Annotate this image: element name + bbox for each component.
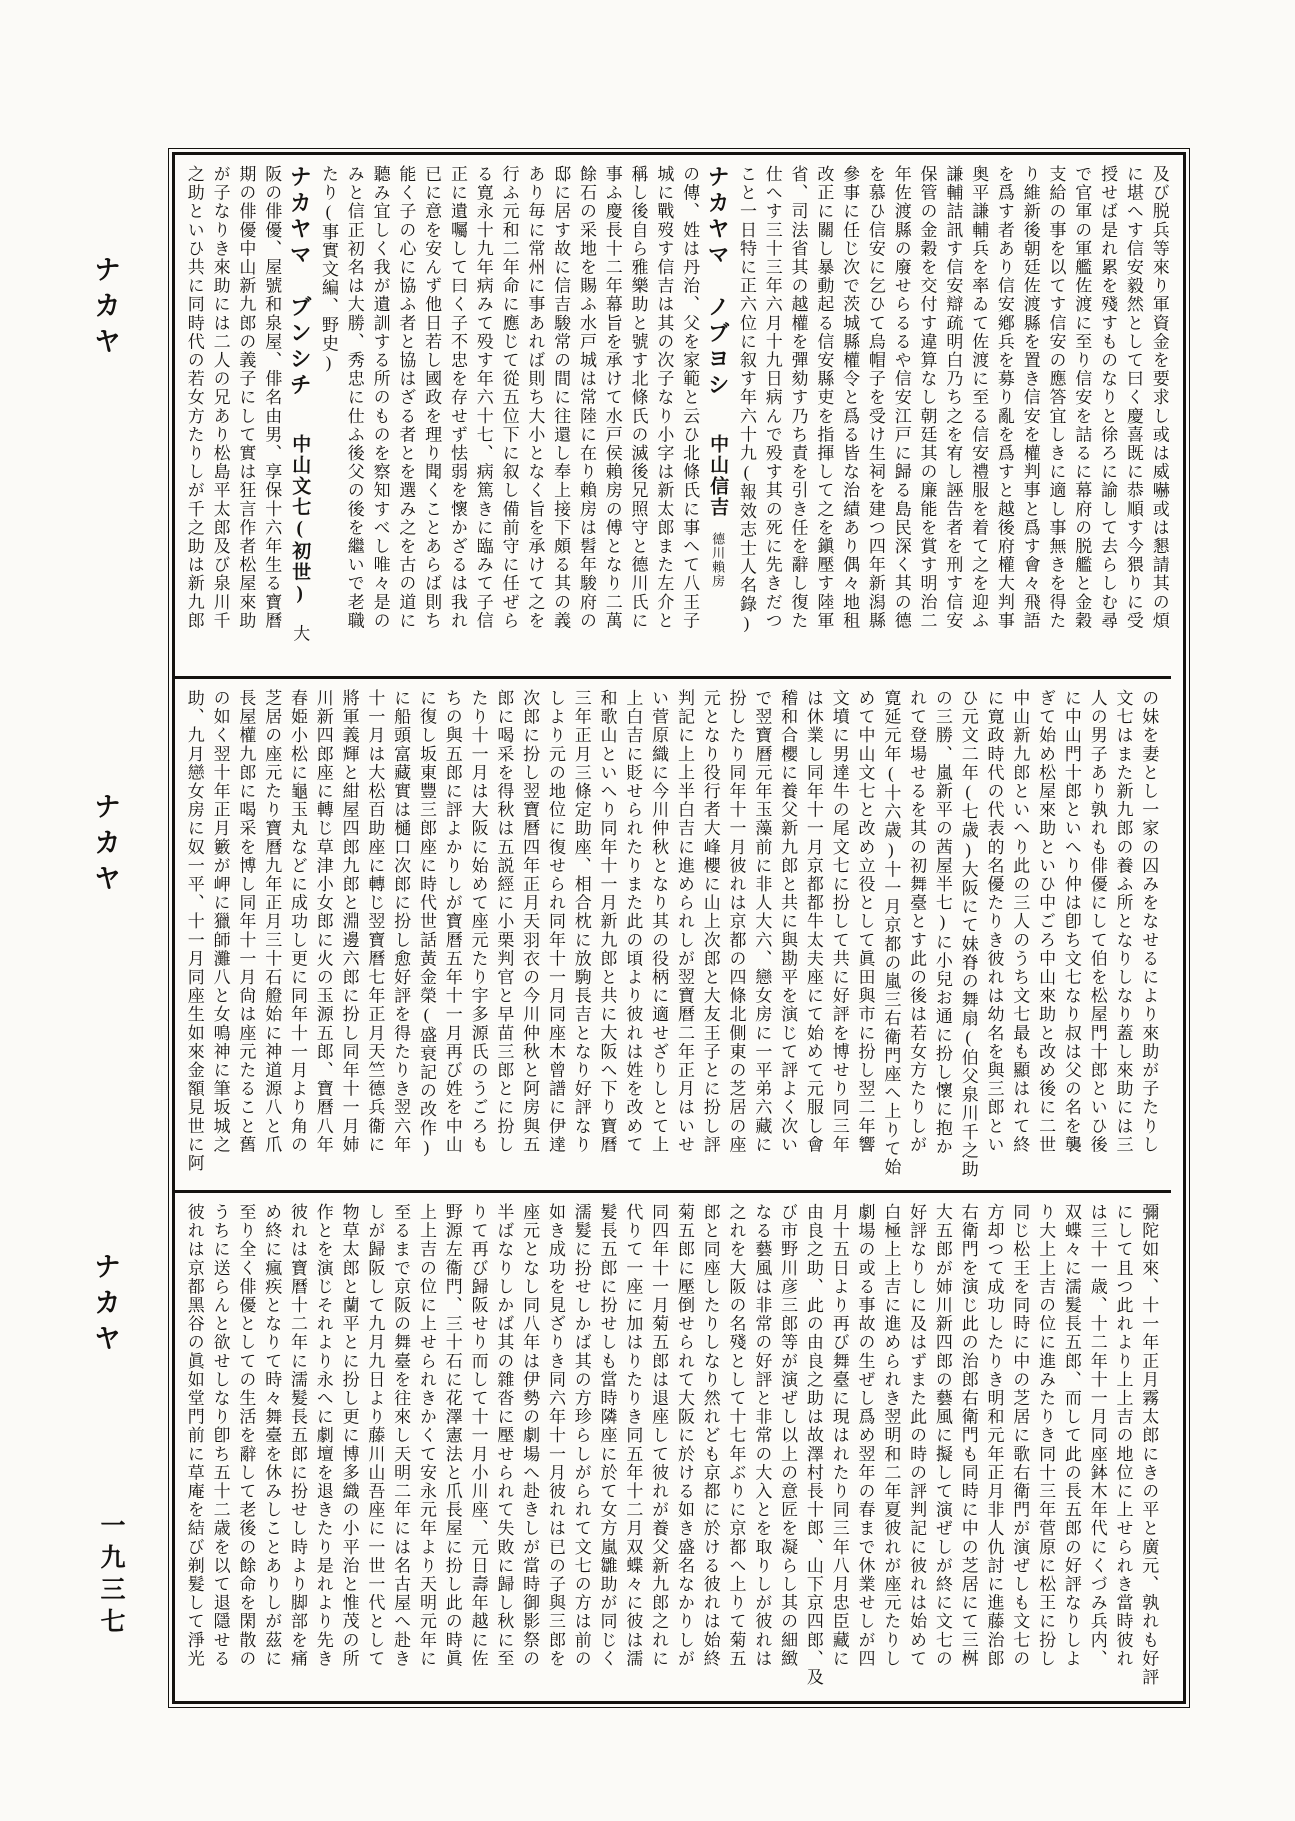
text-column: め終に瘋疾となりて時々舞臺を休みしことありしが茲に — [262, 1203, 282, 1668]
text-column: 好評なりしに及はずまた此の時の評判記に彼れは始めて — [907, 1203, 927, 1668]
text-column: び市野川彦三郎等が演ぜし以上の意匠を凝らし其の細緻 — [778, 1203, 798, 1668]
text-column: で官軍の軍艦佐渡に至り信安を詰るに幕府の脱艦と金穀 — [1072, 165, 1092, 630]
text-column: しが歸阪して九月九日より藤川山吾座に一世一代として — [365, 1203, 385, 1668]
text-column: 行ふ元和二年命に應じて從五位下に叙し備前守に任ぜら — [499, 165, 519, 630]
text-column: は三十一歳、十二年十一月同座鉢木年代にくづみ兵内、 — [1087, 1203, 1107, 1668]
text-column: 双蝶々に濡髮長五郎、而して此の長五郎の好評なりしよ — [1061, 1203, 1081, 1668]
entry-kana-reading: ナカヤマ ノブヨシ — [705, 165, 731, 399]
text-column: 保管の金穀を交付す違算なし朝廷其の廉能を賞す明治二 — [917, 165, 937, 630]
text-column: 長屋權九郎に喝采を博し同年十一月尙は座元たること舊 — [236, 689, 256, 1154]
text-column: の如く翌十年正月籔が岬に獵師灘八と女鳴神に筆坂城之 — [210, 689, 230, 1154]
text-column: 白極上上吉に進められき翌明和二年夏彼れが座元たりし — [881, 1203, 901, 1668]
text-column: 彼れは寶曆十二年に濡髮長五郎に扮せし時より脚部を痛 — [287, 1203, 307, 1668]
text-column: い菅原織に今川仲秋となり其の役柄に適せざりしとて上 — [649, 689, 669, 1154]
text-column: 判記に上上半白吉に進められしが翌寶曆二年正月はいせ — [674, 689, 694, 1154]
text-column: れて登場せるを其の初舞臺とす此の後は若女方たりしが — [907, 689, 927, 1154]
text-column: で翌寶曆元年玉藻前に非人大六、戀女房に一平弟六藏に — [752, 689, 772, 1154]
text-column: 上白吉に貶せられたりまた此の頃より彼れは姓を改めて — [623, 689, 643, 1154]
entry-heading-tail-text: 大 — [290, 606, 310, 644]
text-column: 文墳に男達牛の尾文七に扮して共に好評を博せり同三年 — [829, 689, 849, 1154]
text-column: 物草太郎と蘭平とに扮し更に博多織の小平治と惟茂の所 — [339, 1203, 359, 1668]
text-column: 正に遺囑して曰く子不忠を存せず怯弱を懷かざるは我れ — [447, 165, 467, 630]
text-column: 寛延元年(十六歳)十一月京都の嵐三右衛門座へ上りて始 — [881, 689, 901, 1177]
margin-tab-2: ナカヤ — [90, 792, 120, 900]
text-column: 川新四郎座に轉じ草津小女郎に火の玉源五郎、寶曆八年 — [313, 689, 333, 1154]
text-column: 彌陀如來、十一年正月霧太郎にきの平と廣元、孰れも好評 — [1139, 1203, 1159, 1687]
entry-kanji-name: 中山信吉 — [707, 413, 729, 518]
margin-tab-1: ナカヤ — [90, 255, 120, 363]
text-column: 授せば是れ累を殘すものなりと徐ろに諭して去らしむ尋 — [1098, 165, 1118, 630]
text-column: うちに送らんと欲せしなり卽ち五十二歳を以て退隱せる — [210, 1203, 230, 1668]
text-section-middle — [175, 676, 1171, 1190]
text-column: 上上吉の位に上せられきかくて安永元年より天明元年に — [416, 1203, 436, 1668]
text-column: 稱し後自ら雅樂助と號す北條氏の滅後兄照守と德川氏に — [628, 165, 648, 630]
entry-heading — [284, 165, 315, 668]
text-column: 邸に居す故に信吉駿常の間に往還し奉上接下頗る其の義 — [551, 165, 571, 630]
text-column: を爲す者あり信安鄕兵を募り亂を爲すと越後府權大判事 — [994, 165, 1014, 630]
text-column: に堪へす信安毅然として曰く慶喜既に恭順す今猥りに受 — [1123, 165, 1143, 630]
text-column: ひ元文二年(七歳)大阪にて妹脊の舞扇(伯父泉川千之助 — [958, 689, 978, 1179]
text-column: 由良之助、此の由良之助は故澤村長十郎、山下京四郎、及 — [803, 1203, 823, 1687]
text-column: たり(事實文編、野史) — [318, 165, 338, 374]
text-column: 彼れは京都黑谷の眞如堂門前に草庵を結び剃髮して淨光 — [184, 1203, 204, 1668]
text-column: 及び脱兵等來り軍資金を要求し或は威嚇或は懇請其の煩 — [1149, 165, 1169, 630]
text-column: 謙輔詰訊す信安辯疏明白乃ち之を宥し誣告者を刑す信安 — [943, 165, 963, 630]
text-column: 事ふ慶長十二年幕旨を承けて水戸侯賴房の傅となり二萬 — [602, 165, 622, 630]
text-column: 參事に任じ次で茨城縣權令と爲る皆な治績あり偶々地租 — [840, 165, 860, 630]
text-column: 人の男子あり孰れも俳優にして伯を松屋門十郎といひ後 — [1087, 689, 1107, 1154]
text-column: 能く子の心に協ふ者と協はざる者とを選み之を古の道に — [396, 165, 416, 630]
text-column: 方却つて成功したりき明和元年正月非人仇討に進藤治郎 — [984, 1203, 1004, 1668]
text-column: りて再び歸阪せり而して十一月小川座、元日壽年越に佐 — [468, 1203, 488, 1668]
text-column: 作とを演じそれより永へに劇壇を退きたり是れより先き — [313, 1203, 333, 1668]
entry-heading — [702, 165, 733, 668]
text-column: 郎に喝采を得秋は五説經に小栗判官と早苗三郎とに扮し — [494, 689, 514, 1154]
text-column: しより元の地位に復せられ同年十一月同座木曾譜に伊達 — [545, 689, 565, 1154]
text-column: に船頭富藏實は樋口次郎に扮し愈好評を得たりき翌六年 — [391, 689, 411, 1154]
text-column: る寛永十九年病みて殁す年六十七、病篤きに臨みて子信 — [473, 165, 493, 630]
text-column: 代りて一座に加はりたりき同五年十二月双蝶々に彼は濡 — [623, 1203, 643, 1668]
text-column: みと信正初名は大勝、秀忠に仕ふ後父の後を繼いで老職 — [344, 165, 364, 630]
text-column: 芝居の座元たり寶曆九年正月三十石艠始に神道源八と爪 — [262, 689, 282, 1154]
text-column: 助、九月戀女房に奴一平、十一月同座生如來金額見世に阿 — [184, 689, 204, 1173]
text-column: を慕ひ信安に乞ひて烏帽子を受け生祠を建つ四年新潟縣 — [865, 165, 885, 630]
entry-kana-reading: ナカヤマ ブンシチ — [287, 165, 313, 399]
text-column: 大五郎が姉川新四郎の藝風に擬して演ぜしが終に文七の — [932, 1203, 952, 1668]
text-column: 十一月は大松百助座に轉じ翌寶曆七年正月天竺德兵衞に — [365, 689, 385, 1154]
text-column: 右衛門を演じ此の治郎右衛門も同時に中の芝居にて三桝 — [958, 1203, 978, 1668]
text-column: 城に戰歿す信吉は其の次子なり小字は新太郎また左介と — [654, 165, 674, 630]
text-column: 將軍義輝と紺屋四郎九郎と淵邊六郎に扮し同年十一月姉 — [339, 689, 359, 1154]
text-column: めて中山文七と改め立役として眞田與市に扮し翌二年響 — [855, 689, 875, 1154]
text-column: ぎて始め松屋來助といひ中ごろ中山來助と改め後に二世 — [1036, 689, 1056, 1154]
text-section-top — [175, 155, 1182, 676]
text-column: 文七はまた新九郎の養ふ所となりしなり蓋し來助には三 — [1113, 689, 1133, 1154]
text-column: 已に意を安んず他日若し國政を理り聞くことあらば則ち — [422, 165, 442, 630]
text-column: の三勝、嵐新平の茜屋半七)に小兒お通に扮し懷に抱か — [932, 689, 952, 1156]
text-column: 期の俳優中山新九郎の義子にして實は狂言作者松屋來助 — [236, 165, 256, 630]
text-column: 髮長五郎に扮せしも當時隣座に於て女方嵐雛助が同じく — [597, 1203, 617, 1668]
text-column: 和歌山といへり同年十一月新九郎と共に大阪へ下り寶曆 — [597, 689, 617, 1154]
text-column: に復し坂東豐三郎座に時代世話黃金榮(盛衰記の改作) — [416, 689, 436, 1158]
text-column: 年佐渡縣の廢せらるるや信安江戸に歸る島民深く其の德 — [891, 165, 911, 630]
text-column: あり毎に常州に事あれば則ち大小となく旨を承けて之を — [525, 165, 545, 630]
text-column: たり十一月は大阪に始めて座元たり宇多源氏のうごろも — [468, 689, 488, 1154]
text-column: 濡髮に扮せしかば其の方珍らしがられて文七の方は前の — [571, 1203, 591, 1668]
text-column: 省、司法省其の越權を彈劾す乃ち責を引き任を辭し復た — [788, 165, 808, 630]
text-column: 郎と同座したりしなり然れども京都に於ける彼れは始終 — [700, 1203, 720, 1668]
text-column: 座元となし同八年は伊勢の劇場へ赴きしが當時御影祭の — [520, 1203, 540, 1668]
text-column: にして且つ此れより上上吉の地位に上せられき當時彼れ — [1113, 1203, 1133, 1668]
text-column: 劇場の或る事故の生ぜし爲め翌年の春まで休業せしが四 — [855, 1203, 875, 1668]
text-column: 月十五日より再び舞臺に現はれたり同三年八月忠臣藏に — [829, 1203, 849, 1668]
text-column: 扮したり同年十一月彼れは京都の四條北側東の芝居の座 — [726, 689, 746, 1154]
entry-kanji-name: 中山文七(初世) — [289, 413, 311, 606]
text-column: なる藝風は非常の好評と非常の大入とを取りしが彼れは — [752, 1203, 772, 1668]
text-column: 同四年十一月菊五郎は退座して彼れが養父新九郎之れに — [649, 1203, 669, 1668]
text-column: 仕へす三十三年六月十九日病んで殁す其の死に先きだつ — [762, 165, 782, 630]
text-column: 次郎に扮し翌寶曆四年正月天羽衣の今川仲秋と阿房與五 — [520, 689, 540, 1154]
text-column: ちの與五郎に評よかりしが寶曆五年十一月再び姓を中山 — [442, 689, 462, 1154]
text-column: 同じ松王を同時に中の芝居に歌右衛門が演ぜしも文七の — [1010, 1203, 1030, 1668]
text-column: 至るまで京阪の舞臺を往來し天明二年には名古屋へ赴き — [391, 1203, 411, 1668]
text-column: に寛政時代の代表的名優たりき彼れは幼名を與三郎とい — [984, 689, 1004, 1154]
text-column: 野源左衞門、三十石に花澤憲法と爪長屋に扮し此の時眞 — [442, 1203, 462, 1668]
text-column: 奥平謙輔兵を率ゐて佐渡に至る信安禮服を着て之を迎ふ — [969, 165, 989, 630]
text-column: 支給の事を以てす信安の應答宜しきに適し事無きを得た — [1046, 165, 1066, 630]
text-column: に中山門十郎といへり仲は卽ち文七なり叔は父の名を襲 — [1061, 689, 1081, 1154]
text-column: 改正に關し暴動起る信安縣吏を指揮して之を鎭壓す陸軍 — [814, 165, 834, 630]
text-column: り大上上吉の位に進みたりき同十三年菅原に松王に扮し — [1036, 1203, 1056, 1668]
text-column: 之れを大阪の名殘として十七年ぶりに京都へ上りて菊五 — [726, 1203, 746, 1668]
text-column: 之助といひ共に同時代の若女方たりしが千之助は新九郎 — [184, 165, 204, 630]
margin-tab-3: ナカヤ — [90, 1252, 120, 1360]
text-column: 餘石の采地を賜ふ水戸城は常陸に在り賴房は髫年駿府の — [576, 165, 596, 630]
text-column: 半ばなりしかば其の雜沓に壓せられて失敗に歸し秋に至 — [494, 1203, 514, 1668]
text-column: 稽和合櫻に養父新九郎と共に與勘平を演じて評よく次い — [778, 689, 798, 1154]
text-column: 中山新九郎といへり此の三人のうち文七最も顯はれて終 — [1010, 689, 1030, 1154]
text-column: の傳、姓は丹治、父を家範と云ひ北條氏に事へて八王子 — [680, 165, 700, 630]
text-column: 如き成功を見ざりき同六年十一月彼れは已の子與三郎を — [545, 1203, 565, 1668]
content-frame — [172, 152, 1186, 1704]
text-column: 三年正月三條定助座、相合枕に放駒長吉となり好評なり — [571, 689, 591, 1154]
text-column: 菊五郎に壓倒せられて大阪に於ける如き盛名なかりしが — [674, 1203, 694, 1668]
text-column: 阪の俳優、屋號和泉屋、俳名由男、享保十六年生る寶曆 — [262, 165, 282, 630]
text-column: の妹を妻とし一家の囚みをなせるにより來助が子たりし — [1139, 689, 1159, 1154]
text-column: り維新後朝廷佐渡縣を置き信安を權判事と爲す會々飛語 — [1020, 165, 1040, 630]
text-column: こと一日特に正六位に叙す年六十九(報效志士人名錄) — [736, 165, 756, 634]
entry-annotation: 德川賴房 — [710, 518, 726, 588]
text-column: が子なりき來助には二人の兄あり松島平太郎及び泉川千 — [210, 165, 230, 630]
text-column: 春姫小松に龜玉丸などに成功し更に同年十一月より角の — [287, 689, 307, 1154]
text-column: 聽み宜しく我が遺訓する所のものを察知すべし唯々是の — [370, 165, 390, 630]
text-section-bottom — [175, 1190, 1171, 1701]
page-number: 一九三七 — [97, 1512, 124, 1640]
text-column: は休業し同年十一月京都都牛太夫座にて始めて元服し會 — [803, 689, 823, 1154]
text-column: 至り全く俳優としての生活を辭して老後の餘命を閑散の — [236, 1203, 256, 1668]
text-column: 元となり役行者大峰櫻に山上次郎と大友王子とに扮し評 — [700, 689, 720, 1154]
